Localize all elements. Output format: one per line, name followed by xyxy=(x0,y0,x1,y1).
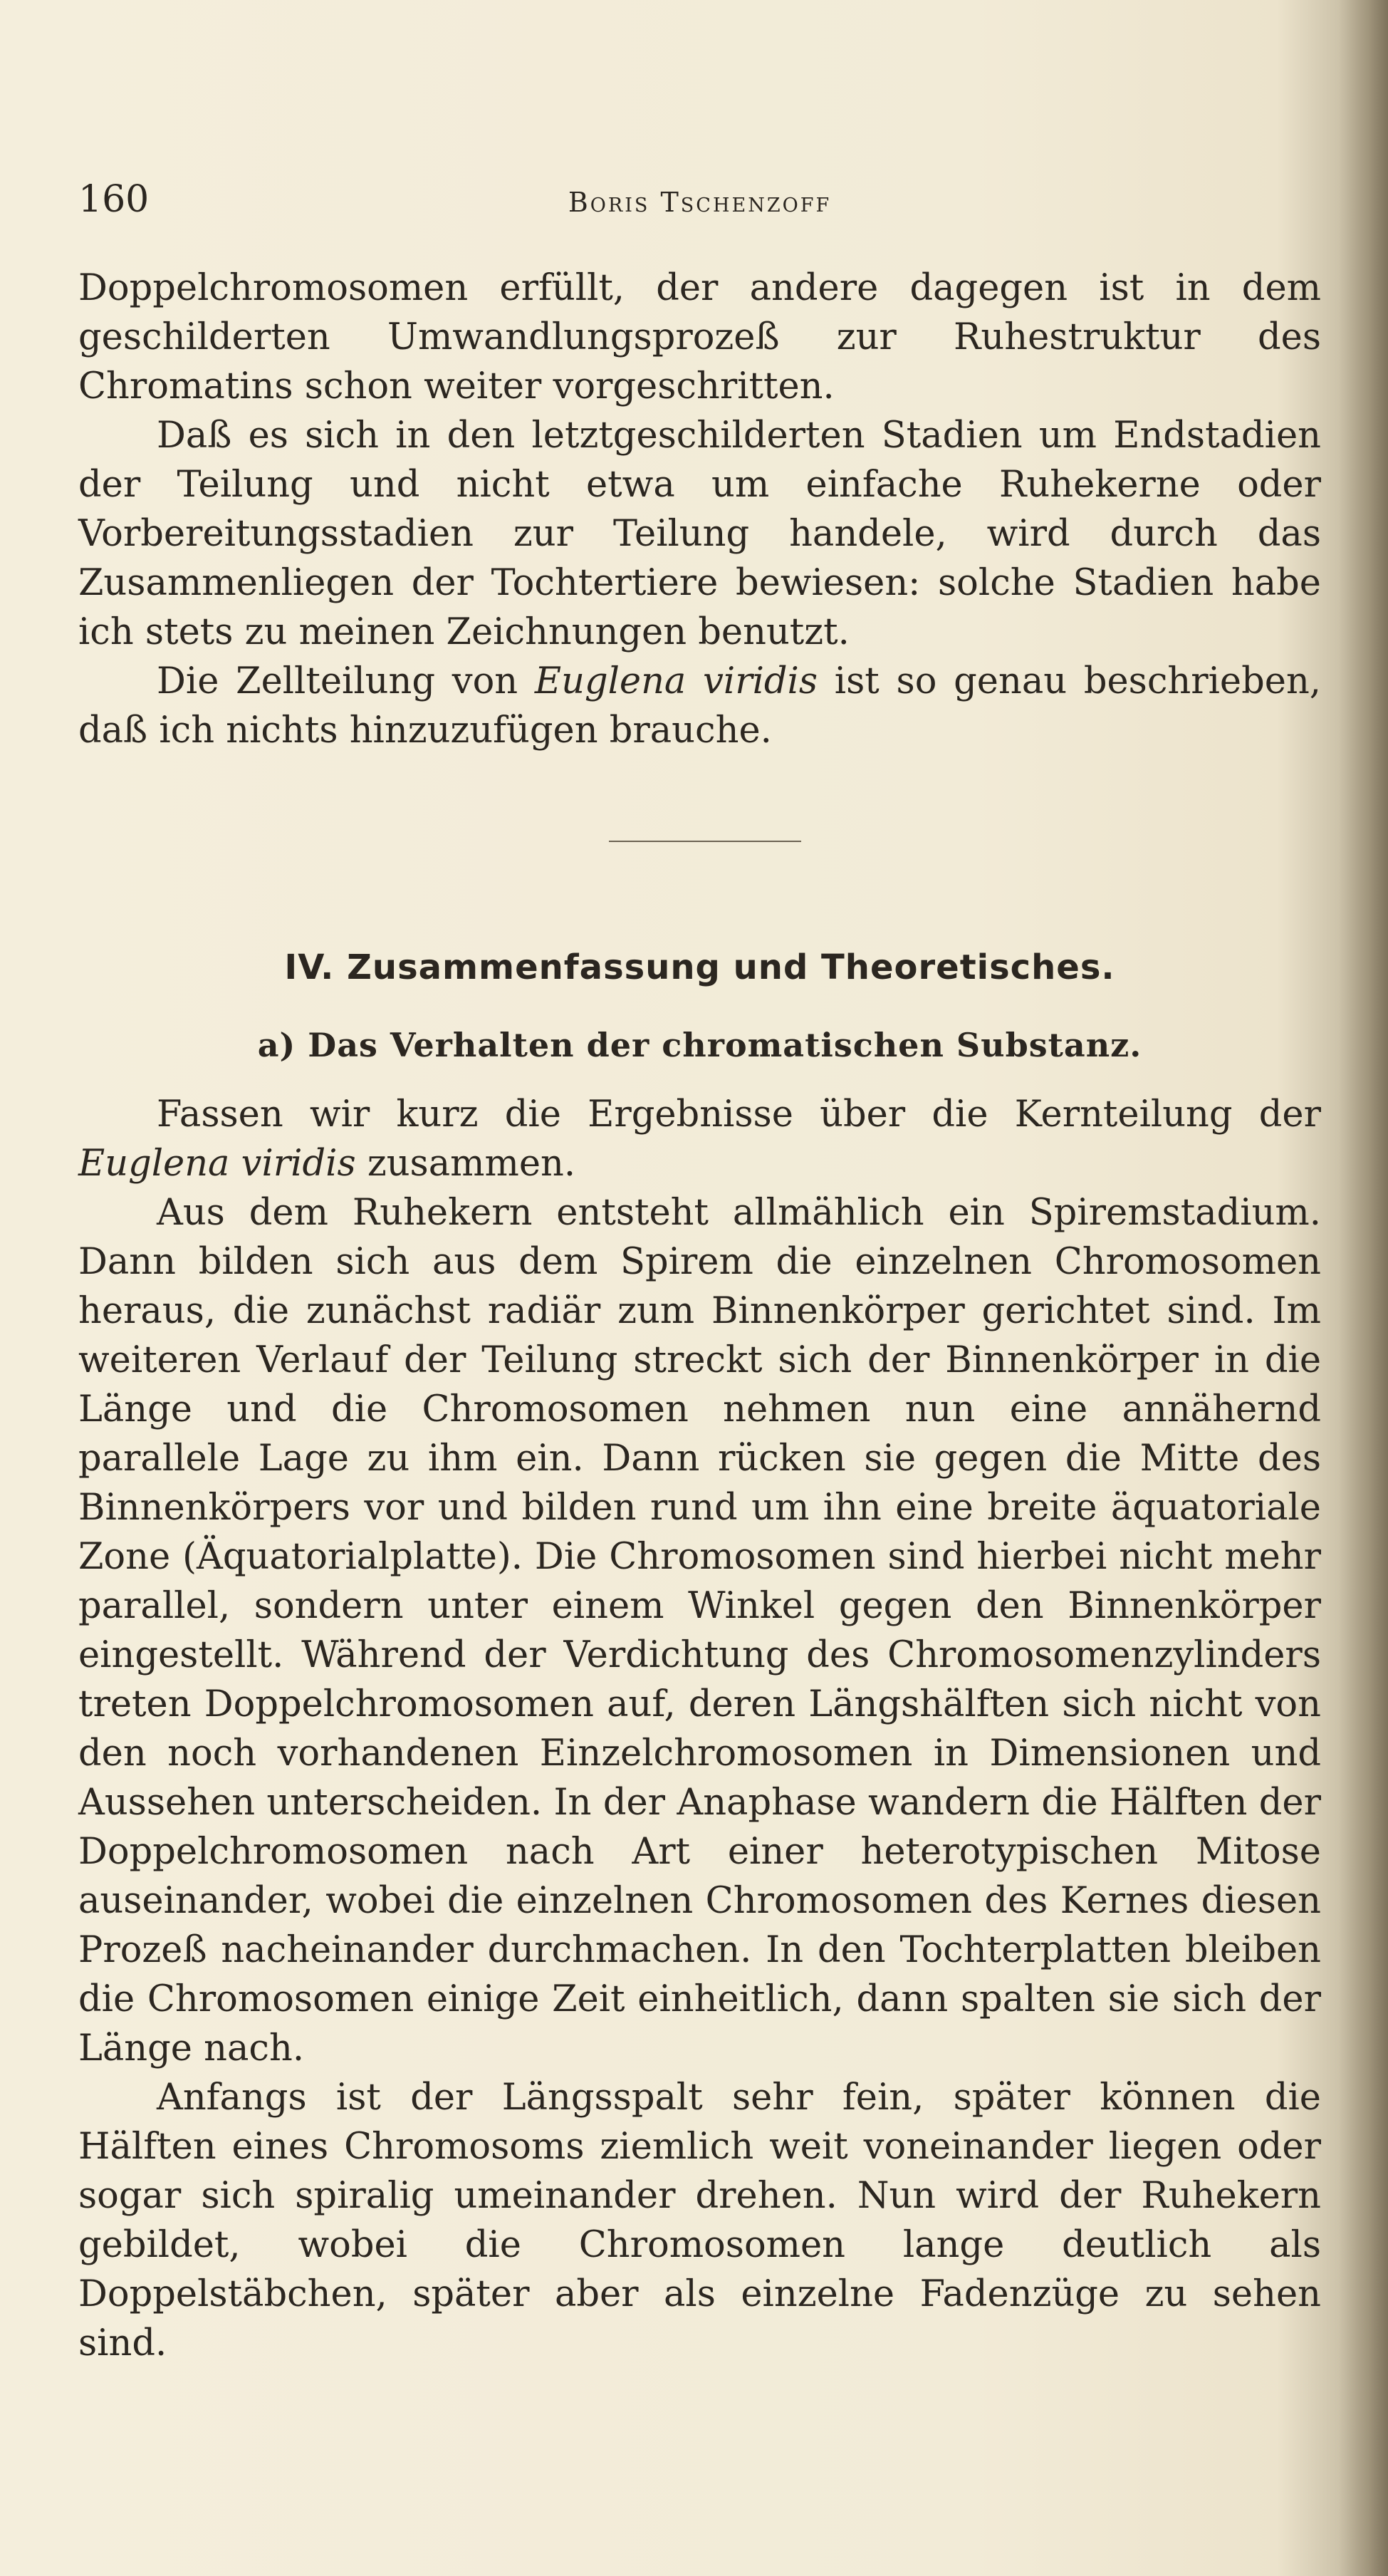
subsection-heading: a) Das Verhalten der chromatischen Substanz. xyxy=(257,1026,1142,1064)
para4-species-name: Euglena viridis xyxy=(78,1143,356,1185)
binding-shadow xyxy=(1338,0,1388,2576)
para3-text-after: ist so genau beschrieben, daß ich nichts hinzuzufügen brauche. xyxy=(78,660,1321,752)
page-header xyxy=(78,178,1321,235)
para3-species-name: Euglena viridis xyxy=(534,660,818,702)
paragraph-laengsspalt: Anfangs ist der Längsspalt sehr fein, später können die Hälften eines Chromosoms ziemlich weit voneinander liegen oder sogar sich spiralig umeinander drehen. Nun wird der Ruhekern gebildet, wobei die Chromosomen lange deutlich als Doppelstäbchen, später aber als einzelne Fadenzüge zu sehen sind. xyxy=(78,2077,1321,2364)
top-text-block xyxy=(78,264,1321,755)
section-divider xyxy=(609,841,801,842)
page-number: 160 xyxy=(78,178,150,221)
paragraph-continuation: Doppelchromosomen erfüllt, der andere dagegen ist in dem geschilderten Umwandlungsprozeß zur Ruhestruktur des Chromatins schon weiter vorgeschritten. xyxy=(78,267,1321,407)
paragraph-endstadien: Daß es sich in den letztgeschilderten Stadien um Endstadien der Teilung und nicht etwa um einfache Ruhekerne oder Vorbereitungsstadien zur Teilung handele, wird durch das Zusammenliegen der Tochtertiere bewiesen: solche Stadien habe ich stets zu meinen Zeichnungen benutzt. xyxy=(78,415,1321,653)
section-heading: IV. Zusammenfassung und Theoretisches. xyxy=(284,947,1115,987)
para4-text-after: zusammen. xyxy=(355,1143,576,1185)
para3-text-before: Die Zellteilung von xyxy=(157,660,535,702)
bottom-text-block xyxy=(78,1090,1321,2368)
para4-text-before: Fassen wir kurz die Ergebnisse über die Kernteilung der xyxy=(157,1094,1321,1136)
paragraph-summary-intro xyxy=(78,1090,1321,1188)
paragraph-zellteilung xyxy=(78,657,1321,755)
paragraph-kernteilung: Aus dem Ruhekern entsteht allmählich ein Spiremstadium. Dann bilden sich aus dem Spirem die einzelnen Chromosomen heraus, die zunächst radiär zum Binnenkörper gerichtet sind. Im weiteren Verlauf der Teilung streckt sich der Binnenkörper in die Länge und die Chromosomen nehmen nun eine annähernd parallele Lage zu ihm ein. Dann rücken sie gegen die Mitte des Binnenkörpers vor und bilden rund um ihn eine breite äquatoriale Zone (Äquatorialplatte). Die Chromosomen sind hierbei nicht mehr parallel, sondern unter einem Winkel gegen den Binnenkörper eingestellt. Während der Verdichtung des Chromosomenzylinders treten Doppelchromosomen auf, deren Längshälften sich nicht von den noch vorhandenen Einzelchromosomen in Dimensionen und Aussehen unterscheiden. In der Anaphase wandern die Hälften der Doppelchromosomen nach Art einer heterotypischen Mitose auseinander, wobei die einzelnen Chromosomen des Kernes diesen Prozeß nacheinander durchmachen. In den Tochterplatten bleiben die Chromosomen einige Zeit einheitlich, dann spalten sie sich der Länge nach. xyxy=(78,1192,1321,2069)
running-head: Boris Tschenzoff xyxy=(568,187,832,218)
